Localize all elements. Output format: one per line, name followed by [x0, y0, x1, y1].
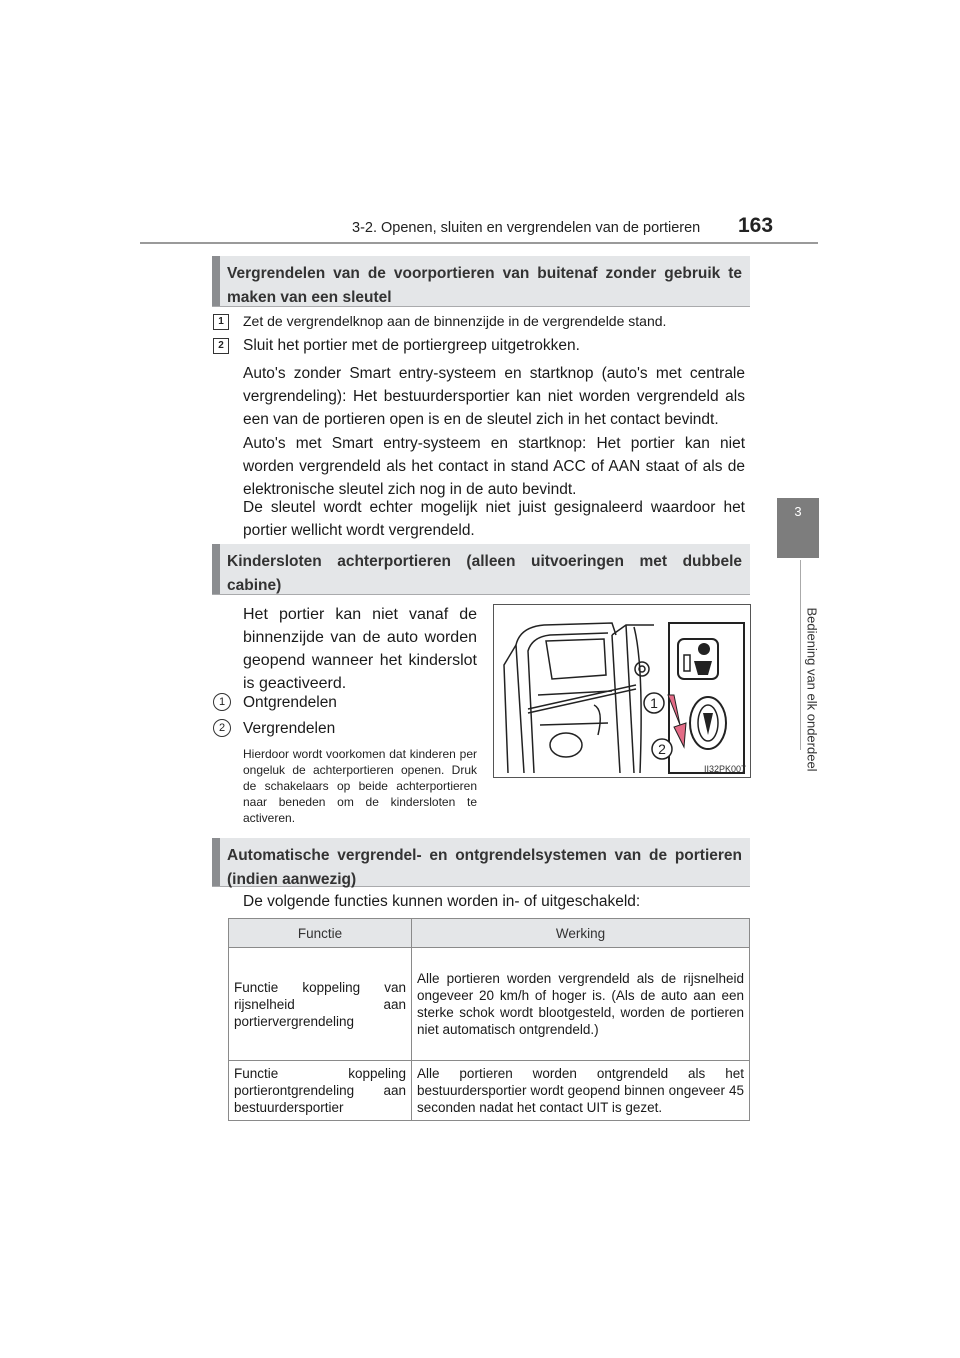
- chapter-label: Bediening van elk onderdeel: [804, 607, 820, 772]
- column-header-operation: Werking: [412, 919, 750, 948]
- callout-1: 1: [650, 695, 658, 711]
- side-rule: [800, 560, 801, 750]
- paragraph-smart-entry-note: De sleutel wordt echter mogelijk niet juist gesignaleerd waardoor het portier wellicht wordt vergrendeld.: [243, 499, 745, 539]
- running-header: 3-2. Openen, sluiten en vergrendelen van de portieren: [352, 220, 701, 236]
- item-text-unlock: Ontgrendelen: [243, 694, 337, 711]
- table-row: [229, 948, 750, 1061]
- section-title-1: Vergrendelen van de voorportieren van buitenaf zonder gebruik te maken van een sleutel: [227, 265, 742, 306]
- item-number-1: 1: [213, 693, 231, 711]
- step-number-2: 2: [213, 338, 229, 354]
- table-cell-function: Functie koppeling van rijsnelheid aan portiervergrendeling: [229, 948, 412, 1061]
- item-number-2: 2: [213, 719, 231, 737]
- section-header-2: [212, 544, 750, 595]
- section-bar: [212, 838, 220, 886]
- callout-2: 2: [658, 741, 666, 757]
- paragraph-no-smart-entry: Auto's zonder Smart entry-systeem en startknop (auto's met centrale vergrendeling): Het bestuurdersportier kan niet worden vergrendeld als een van de portieren open is en de sleutel zich in het contact bevindt.: [243, 365, 745, 428]
- table-row: [229, 1061, 750, 1121]
- section-title-2: Kindersloten achterportieren (alleen uitvoeringen met dubbele cabine): [227, 553, 742, 594]
- item-text-lock: Vergrendelen: [243, 720, 336, 737]
- child-lock-intro: Het portier kan niet vanaf de binnenzijde van de auto worden geopend wanneer het kinderslot is geactiveerd.: [243, 606, 477, 692]
- paragraph-smart-entry: Auto's met Smart entry-systeem en startknop: Het portier kan niet worden vergrendeld als het contact in stand ACC of AAN staat of als de elektronische sleutel zich nog in de auto bevindt.: [243, 435, 745, 498]
- section-bar: [212, 544, 220, 594]
- chapter-number: 3: [794, 504, 802, 519]
- table-cell-operation: Alle portieren worden ontgrendeld als het bestuurdersportier wordt geopend binnen ongeveer 45 seconden nadat het contact UIT is gezet.: [412, 1061, 750, 1121]
- step-text-2: Sluit het portier met de portiergreep uitgetrokken.: [243, 337, 580, 354]
- section-header-3: [212, 838, 750, 887]
- column-header-function: Functie: [229, 919, 412, 948]
- table-cell-function: Functie koppeling portierontgrendeling aan bestuurdersportier: [229, 1061, 412, 1121]
- section-title-3: Automatische vergrendel- en ontgrendelsystemen van de portieren (indien aanwezig): [227, 847, 742, 888]
- section-bar: [212, 256, 220, 306]
- child-lock-illustration: [493, 604, 751, 778]
- door-drawing: [494, 605, 750, 777]
- functions-table: [228, 918, 750, 1121]
- section-header-1: [212, 256, 750, 307]
- table-intro: De volgende functies kunnen worden in- of uitgeschakeld:: [243, 893, 641, 910]
- child-lock-note: Hierdoor wordt voorkomen dat kinderen per ongeluk de achterportieren openen. Druk de schakelaars op beide achterportieren naar beneden om de kindersloten te activeren.: [243, 747, 477, 825]
- step-text-1: Zet de vergrendelknop aan de binnenzijde in de vergrendelde stand.: [243, 313, 667, 329]
- page-number: 163: [738, 214, 774, 237]
- step-number-1: 1: [213, 314, 229, 330]
- table-header-row: [229, 919, 750, 948]
- figure-code: II32PK007: [703, 764, 746, 774]
- table-cell-operation: Alle portieren worden vergrendeld als de rijsnelheid ongeveer 20 km/h of hoger is. (Als de auto aan een sterke schok wordt blootgesteld, worden de portieren niet automatisch ontgrendeld.): [412, 948, 750, 1061]
- header-rule: [140, 242, 818, 244]
